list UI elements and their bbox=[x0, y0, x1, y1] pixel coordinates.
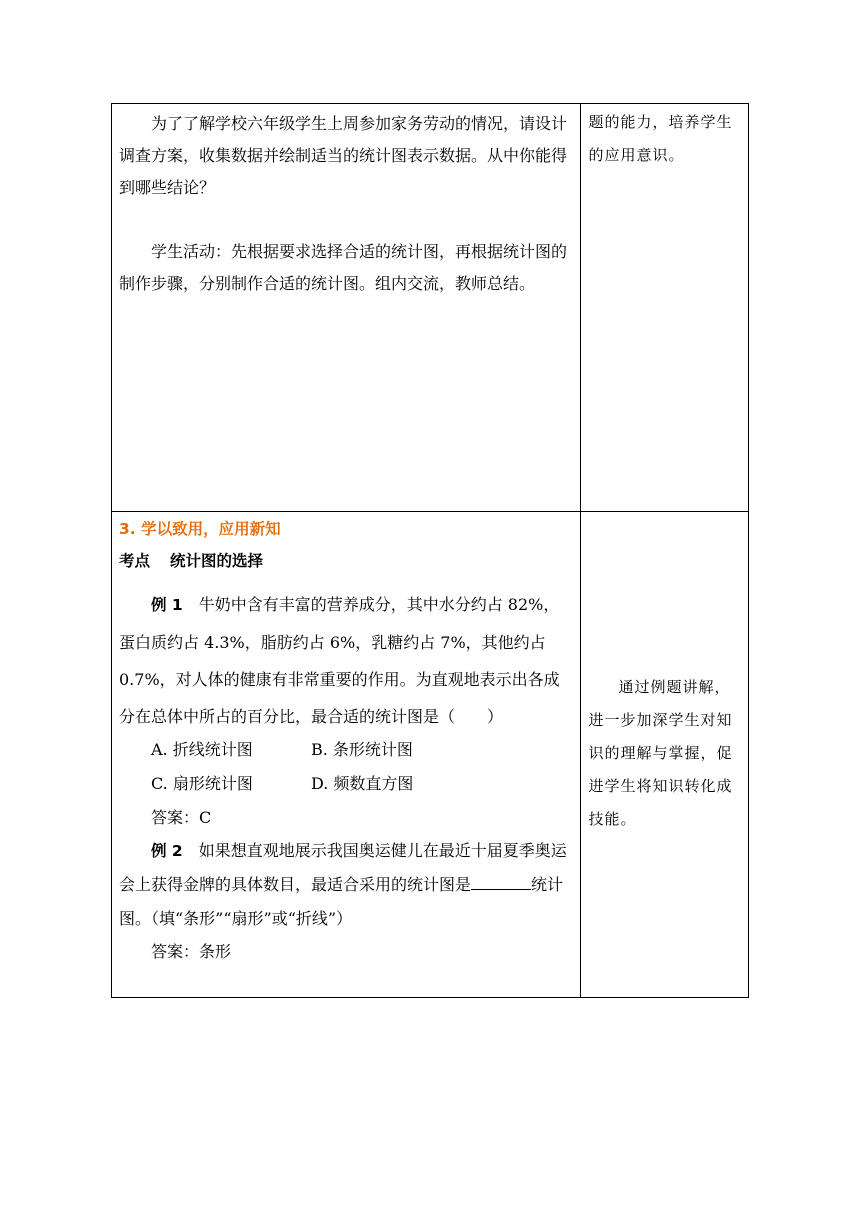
example-2 bbox=[119, 834, 572, 936]
side-cell bbox=[580, 512, 748, 998]
activity-paragraph: 学生活动：先根据要求选择合适的统计图，再根据统计图的制作步骤，分别制作合适的统计图。组内交流，教师总结。 bbox=[119, 242, 568, 293]
table-row bbox=[112, 512, 749, 998]
table-row bbox=[112, 104, 749, 512]
answer-2: 答案：条形 bbox=[151, 942, 232, 961]
topic-line bbox=[119, 545, 572, 577]
side-note: 通过例题讲解，进一步加深学生对知识的理解与掌握，促进学生将知识转化成技能。 bbox=[588, 678, 733, 828]
main-cell bbox=[112, 512, 581, 998]
example-2-text: 如果想直观地展示我国奥运健儿在最近十届夏季奥运会上获得金牌的具体数目，最适合采用的统计图是 bbox=[119, 841, 567, 894]
option-c: C. 扇形统计图 bbox=[151, 774, 253, 793]
lesson-table bbox=[111, 103, 749, 998]
example-1-label: 例 1 bbox=[151, 596, 183, 614]
answer-1: 答案：C bbox=[151, 808, 212, 827]
topic-title: 统计图的选择 bbox=[170, 552, 264, 570]
options-row-1 bbox=[151, 734, 572, 766]
section-heading: 3. 学以致用，应用新知 bbox=[119, 520, 281, 538]
answer-blank bbox=[471, 871, 531, 890]
option-b: B. 条形统计图 bbox=[311, 740, 413, 759]
main-cell bbox=[112, 104, 581, 512]
task-paragraph: 为了了解学校六年级学生上周参加家务劳动的情况，请设计调查方案，收集数据并绘制适当的统计图表示数据。从中你能得到哪些结论？ bbox=[119, 114, 568, 197]
side-note: 题的能力，培养学生的应用意识。 bbox=[588, 113, 733, 164]
example-1-text: 牛奶中含有丰富的营养成分，其中水分约占 82%，蛋白质约占 4.3%，脂肪约占 6%，乳糖约占 7%，其他约占 0.7%，对人体的健康有非常重要的作用。为直观地表示出各成分在总体中所占的百分比，最合适的统计图是（ ） bbox=[119, 595, 560, 726]
option-d: D. 频数直方图 bbox=[311, 774, 414, 793]
example-2-label: 例 2 bbox=[151, 842, 183, 860]
option-a: A. 折线统计图 bbox=[151, 740, 253, 759]
example-1 bbox=[119, 586, 572, 735]
example-2-tail: 统计图。（填“条形”“扇形”或“折线”） bbox=[119, 875, 564, 928]
topic-label: 考点 bbox=[119, 552, 151, 570]
options-row-2 bbox=[151, 768, 572, 800]
side-cell bbox=[580, 104, 748, 512]
